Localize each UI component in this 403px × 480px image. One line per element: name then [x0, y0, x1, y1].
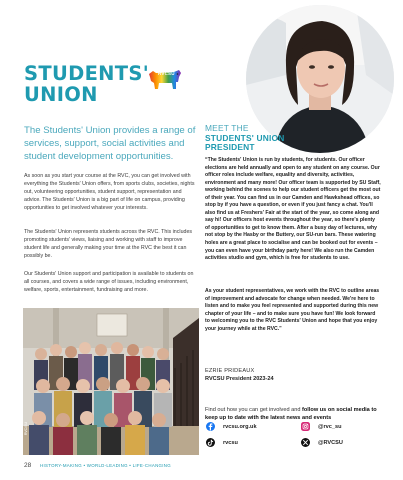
president-heading-line3: PRESIDENT: [205, 142, 255, 152]
photo-credit: RVC/SU: [24, 422, 28, 436]
social-label-website: rvcsu.org.uk: [223, 423, 257, 430]
social-link-tiktok[interactable]: [206, 438, 238, 447]
social-label-x: @RVCSU: [318, 439, 343, 446]
facebook-icon: [206, 422, 215, 431]
page-number: 28: [24, 462, 32, 469]
intro-paragraph-2: The Students' Union represents students across the RVC. This includes promoting students' views, liaising and working with staff to improve student life and generally making your time at the RVC the best it can possibly be.: [24, 229, 193, 259]
logo-text: RVCSU: [158, 71, 175, 76]
president-heading: [205, 124, 335, 153]
president-role: RVCSU President 2023-24: [205, 376, 274, 382]
president-quote-1: “The Students' Union is run by students, for students. Our officer elections are held annually and open to any student on any course. Our officer roles include welfare, equality and diversity, activities, environment and many more! Our officer team is supported by SU Staff, working behind the scenes to help our student officers get the most out of their year. You can find us in our Camden and Hawkshead offices, so stop by if you have a question, or even if you just fancy a chat. You'll also find us at Freshers' Fair at the start of the year, so come along and say hi! Our officers host events throughout the year, so there's plenty of opportunities to get to know them. After a busy day of lectures, why not stop by the Hasby or the Buttery, our SU-run bars. These watering holes are a great place to socialise and can be booked out for events – you can even have your birthday party here! We also run the Camden activities studio and gym, which is free for students to use.: [205, 157, 381, 262]
instagram-icon: [301, 422, 310, 431]
social-link-x[interactable]: [301, 438, 343, 447]
social-label-tiktok: rvcsu: [223, 439, 238, 446]
follow-text-plain: Find out how you can get involved and: [205, 407, 303, 413]
president-quote-2: As your student representatives, we work with the RVC to outline areas of improvement and advocate for change when needed. We're here to listen and to make you feel represented and supported during this new chapter of your life – and to make sure you have fun! We look forward to welcoming you to the RVC Students' Union and hope that you enjoy your journey while at the RVC.”: [205, 288, 380, 332]
intro-paragraph-1: As soon as you start your course at the RVC, you can get involved with everything the Students' Union offers, from sports clubs, societies, nights out, volunteering opportunities, student support, representation and advice. The Students' Union is a big part of life on campus, providing opportunities to get involved whatever your interests.: [24, 173, 195, 211]
intro-paragraph-3: Our Students' Union support and participation is available to students on all courses, and covers a wide range of issues, including environment, welfare, sports, entertainment, fundraising and more.: [24, 271, 194, 293]
follow-text-bold: follow us on social media to keep up to date with the latest news and events: [205, 407, 377, 421]
page-title: STUDENTS' UNION: [24, 62, 150, 106]
tiktok-icon: [206, 438, 215, 447]
social-link-instagram[interactable]: [301, 422, 342, 431]
president-heading-line2: STUDENTS' UNION: [205, 132, 285, 143]
intro-lede: The Students' Union provides a range of services, support, social activities and student development opportunities.: [24, 125, 196, 162]
social-link-website[interactable]: [206, 422, 257, 431]
footer-strapline: HISTORY-MAKING • WORLD-LEADING • LIFE-CHANGING: [40, 463, 171, 468]
president-heading-line1: MEET THE: [205, 123, 249, 133]
x-icon: [301, 438, 310, 447]
social-label-instagram: @rvc_su: [318, 423, 342, 430]
group-photo: [23, 308, 199, 455]
follow-text: [205, 406, 383, 422]
president-name: EZRIE PRIDEAUX: [205, 368, 255, 374]
